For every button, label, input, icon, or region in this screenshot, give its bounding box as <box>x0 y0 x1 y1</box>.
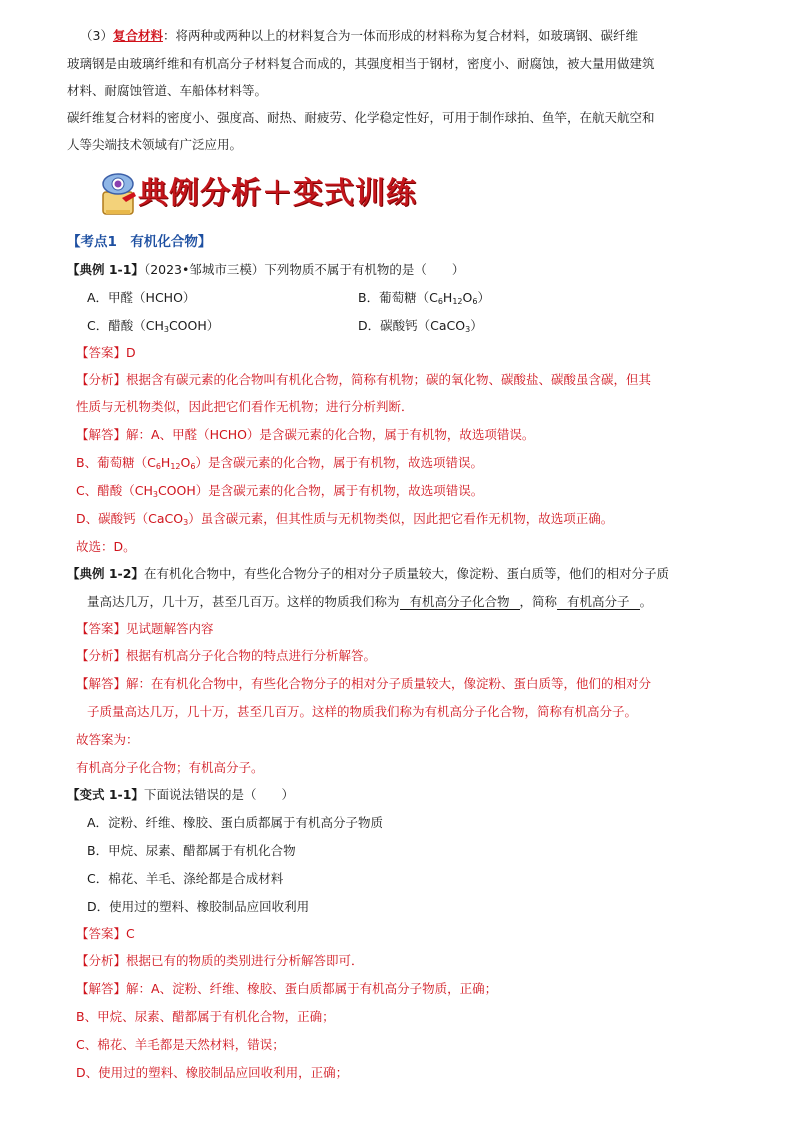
q3-stem: 【变式 1-1】下面说法错误的是（ ） <box>67 787 294 802</box>
section-banner <box>100 170 417 220</box>
q3-solution-3: C、棉花、羊毛都是天然材料，错误； <box>76 1037 285 1052</box>
q3-option-c: C．棉花、羊毛、涤纶都是合成材料 <box>87 871 284 886</box>
q1-answer: 【答案】D <box>76 345 136 360</box>
q1-option-d: D．碳酸钙（CaCO$_3$） <box>358 318 483 334</box>
q1-analysis-1: 【分析】根据含有碳元素的化合物叫有机化合物，简称有机物；碳的氧化物、碳酸盐、碳酸虽含碳，但其 <box>76 372 652 387</box>
q1-tag: 【典例 1-1】 <box>67 262 144 277</box>
q3-tag: 【变式 1-1】 <box>67 787 144 802</box>
intro-colon: ： <box>162 28 176 43</box>
banner-title: 典例分析＋变式训练 <box>138 176 417 211</box>
intro-line-1 <box>80 28 638 44</box>
q1-option-a: A．甲醛（HCHO） <box>87 290 196 305</box>
q2-solution-3: 故答案为： <box>76 732 139 747</box>
q1-solution-2: B、葡萄糖$(C_6H_{12}O_6)$是含碳元素的化合物，属于有机物，故选项错误。 <box>76 455 483 471</box>
q1-final: 故选：D。 <box>76 539 136 554</box>
intro-text: 将两种或两种以上的材料复合为一体而形成的材料称为复合材料，如玻璃钢、碳纤维 <box>175 28 638 43</box>
intro-line-3: 材料、耐腐蚀管道、车船体材料等。 <box>67 83 268 98</box>
q1-question: 下列物质不属于有机物的是（ ） <box>264 262 465 277</box>
q1-analysis-2: 性质与无机物类似，因此把它们看作无机物；进行分析判断． <box>76 399 414 414</box>
q2-solution-4: 有机高分子化合物；有机高分子。 <box>76 760 264 775</box>
q2-analysis: 【分析】根据有机高分子化合物的特点进行分析解答。 <box>76 648 377 663</box>
q1-option-b: B．葡萄糖$(C_6H_{12}O_6)$ <box>358 290 490 306</box>
eye-icon <box>100 170 140 218</box>
q2-blank-1: 有机高分子化合物 <box>400 594 520 610</box>
q1-stem <box>67 262 464 278</box>
intro-line-4: 碳纤维复合材料的密度小、强度高、耐热、耐疲劳、化学稳定性好，可用于制作球拍、鱼竿，在航天航空和 <box>67 110 655 125</box>
q1-source: （2023•邹城市三模） <box>143 262 265 277</box>
section-title: 【考点1 有机化合物】 <box>67 234 212 250</box>
q1-option-c: C．醋酸$(CH_3COOH)$ <box>87 318 220 334</box>
q3-solution-1: 【解答】解：A、淀粉、纤维、橡胶、蛋白质都属于有机高分子物质，正确； <box>76 981 498 996</box>
q2-tag: 【典例 1-2】 <box>67 566 144 581</box>
q2-solution-2: 子质量高达几万，几十万，甚至几百万。这样的物质我们称为有机高分子化合物，简称有机高分子。 <box>87 704 638 719</box>
q3-option-a: A．淀粉、纤维、橡胶、蛋白质都属于有机高分子物质 <box>87 815 384 830</box>
q3-option-b: B．甲烷、尿素、醋都属于有机化合物 <box>87 843 296 858</box>
q2-stem-2: 量高达几万，几十万，甚至几百万。这样的物质我们称为 有机高分子化合物 ，简称 有机高分子 。 <box>87 594 653 609</box>
q1-solution-4: D、碳酸钙（CaCO$_3$）虽含碳元素，但其性质与无机物类似，因此把它看作无机物，故选项正确。 <box>76 511 614 527</box>
q1-solution-3: C、醋酸$(CH_3COOH)$是含碳元素的化合物，属于有机物，故选项错误。 <box>76 483 484 499</box>
q3-option-d: D．使用过的塑料、橡胶制品应回收利用 <box>87 899 310 914</box>
q3-answer: 【答案】C <box>76 926 135 941</box>
intro-term: 复合材料 <box>112 28 163 43</box>
q2-blank-2: 有机高分子 <box>557 594 640 610</box>
intro-line-5: 人等尖端技术领域有广泛应用。 <box>67 137 243 152</box>
q1-solution-1: 【解答】解：A、甲醛（HCHO）是含碳元素的化合物，属于有机物，故选项错误。 <box>76 427 535 442</box>
intro-number: （3） <box>80 28 113 43</box>
q2-answer: 【答案】见试题解答内容 <box>76 621 214 636</box>
q2-solution-1: 【解答】解：在有机化合物中，有些化合物分子的相对分子质量较大，像淀粉、蛋白质等，他们的相对分 <box>76 676 652 691</box>
q2-stem-1: 【典例 1-2】在有机化合物中，有些化合物分子的相对分子质量较大，像淀粉、蛋白质等，他们的相对分子质 <box>67 566 669 581</box>
q3-analysis: 【分析】根据已有的物质的类别进行分析解答即可． <box>76 953 364 968</box>
q3-solution-4: D、使用过的塑料、橡胶制品应回收利用，正确； <box>76 1065 349 1080</box>
intro-line-2: 玻璃钢是由玻璃纤维和有机高分子材料复合而成的，其强度相当于钢材，密度小、耐腐蚀，被大量用做建筑 <box>67 56 655 71</box>
q3-solution-2: B、甲烷、尿素、醋都属于有机化合物，正确； <box>76 1009 335 1024</box>
